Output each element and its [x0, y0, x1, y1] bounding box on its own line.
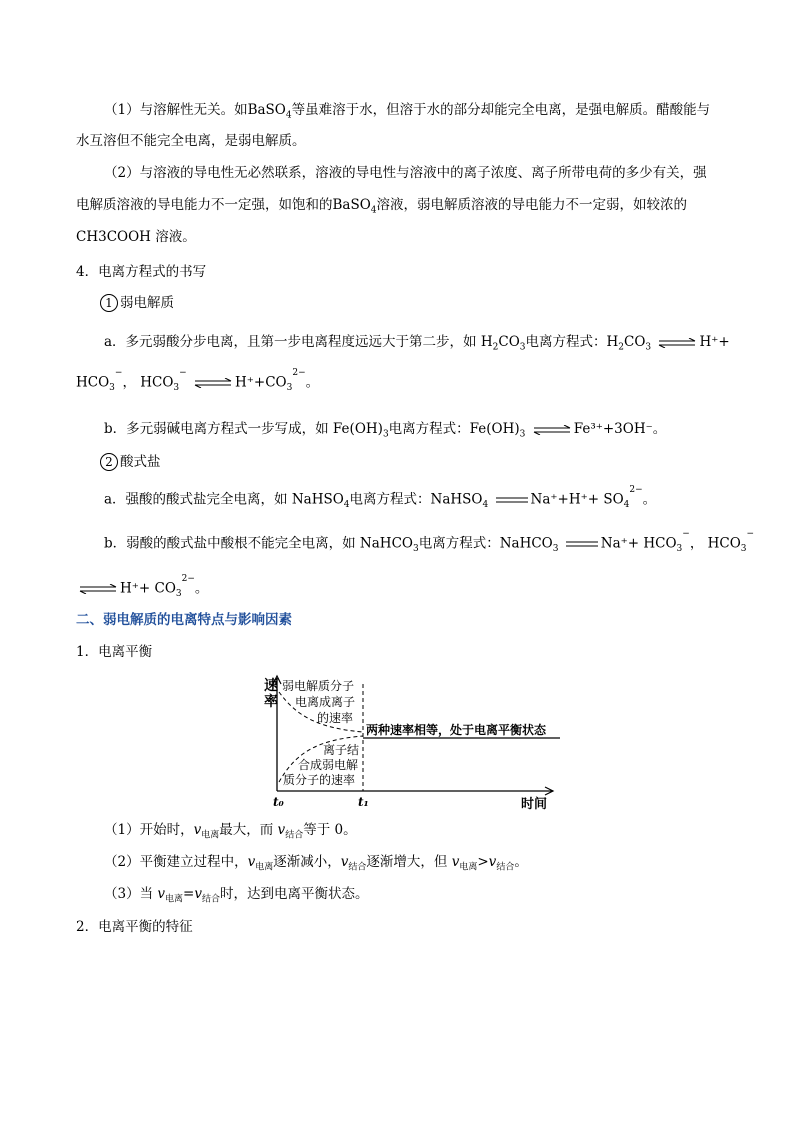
- ionization-equilibrium-diagram: [255, 670, 565, 812]
- diagram-xlabel: 时间: [521, 797, 548, 812]
- section4-title: 4．电离方程式的书写: [76, 264, 207, 280]
- section2-title: 二、弱电解质的电离特点与影响因素: [76, 612, 292, 628]
- acid-salt-heading: 2 酸式盐: [100, 452, 734, 472]
- acid-salt-b-line: b．弱酸的酸式盐中酸根不能完全电离，如 NaHCO$_3$电离方程式：NaHCO$_3$ $Na^++ HCO_3^-$， $HCO_3^-$: [104, 529, 755, 555]
- diagram-top-label-1: 弱电解质分子: [282, 679, 355, 693]
- acid-salt-b-continuation: $H^++ CO_3^{2-}$。: [76, 575, 734, 604]
- circle-number-1: 1: [100, 294, 118, 312]
- weak-b-line: b．多元弱碱电离方程式一步写成，如 $Fe(OH)_3$电离方程式：$Fe(OH)_3$ Fe³⁺+3OH⁻。: [104, 421, 667, 440]
- diagram-top-label-3: 的速率: [317, 711, 354, 725]
- para2-line3: CH3COOH 溶液。: [76, 229, 196, 245]
- para1-line1: （1）与溶解性无关。如BaSO$_4$等虽难溶于水，但溶于水的部分却能完全电离，是强电解质。醋酸能与: [104, 102, 711, 121]
- weak-electrolyte-heading: 1 弱电解质: [100, 293, 734, 313]
- diagram-top-label-2: 电离成离子: [295, 695, 356, 709]
- acid-salt-a-line: a．强酸的酸式盐完全电离，如 NaHSO$_4$电离方程式：NaHSO$_4$ $Na^++H^++ SO_4^{2-}$。: [104, 485, 657, 511]
- diagram-t0-label: t₀: [273, 795, 284, 809]
- equals-arrow-icon: [565, 540, 599, 548]
- weak-a-line: a．多元弱酸分步电离，且第一步电离程度远远大于第二步，如 $H_2CO_3$电离方程式：$H_2CO_3$ H⁺+: [104, 334, 730, 353]
- diagram-t1-label: t₁: [358, 795, 369, 809]
- section2-1-title: 1．电离平衡: [76, 644, 153, 660]
- diagram-bottom-label-2: 合成弱电解: [298, 758, 359, 772]
- section2-2-title: 2．电离平衡的特征: [76, 919, 193, 935]
- point-2: （2）平衡建立过程中，$v_{电离}$逐渐减小，$v_{结合}$逐渐增大，但 $v_{电离}>v_{结合}$。: [104, 854, 528, 873]
- diagram-ylabel-1: 速: [264, 678, 278, 694]
- reversible-arrow-icon: [532, 425, 572, 435]
- circle-number-2: 2: [100, 453, 118, 471]
- para1-line2: 水互溶但不能完全电离，是弱电解质。: [76, 133, 306, 149]
- equals-arrow-icon: [495, 496, 529, 504]
- point-1: （1）开始时，$v_{电离}$最大，而 $v_{结合}$等于 0。: [104, 822, 357, 841]
- diagram-ylabel-2: 率: [264, 694, 278, 710]
- reversible-arrow-icon: [78, 584, 118, 594]
- diagram-equilibrium-label: 两种速率相等，处于电离平衡状态: [366, 723, 547, 737]
- reversible-arrow-icon: [193, 378, 233, 388]
- para2-line2: 电解质溶液的导电能力不一定强，如饱和的BaSO$_4$溶液，弱电解质溶液的导电能力不一定弱，如较浓的: [76, 197, 688, 216]
- point-3: （3）当 $v_{电离}=v_{结合}$时，达到电离平衡状态。: [104, 886, 369, 905]
- weak-a-continuation: $HCO_3^-$， $HCO_3^-$ $H^++CO_3^{2-}$。: [76, 368, 320, 394]
- reversible-arrow-icon: [657, 338, 697, 348]
- diagram-bottom-label-1: 离子结: [323, 743, 360, 757]
- para2-line1: （2）与溶液的导电性无必然联系，溶液的导电性与溶液中的离子浓度、离子所带电荷的多少有关，强: [104, 165, 707, 181]
- diagram-bottom-label-3: 质分子的速率: [283, 773, 356, 787]
